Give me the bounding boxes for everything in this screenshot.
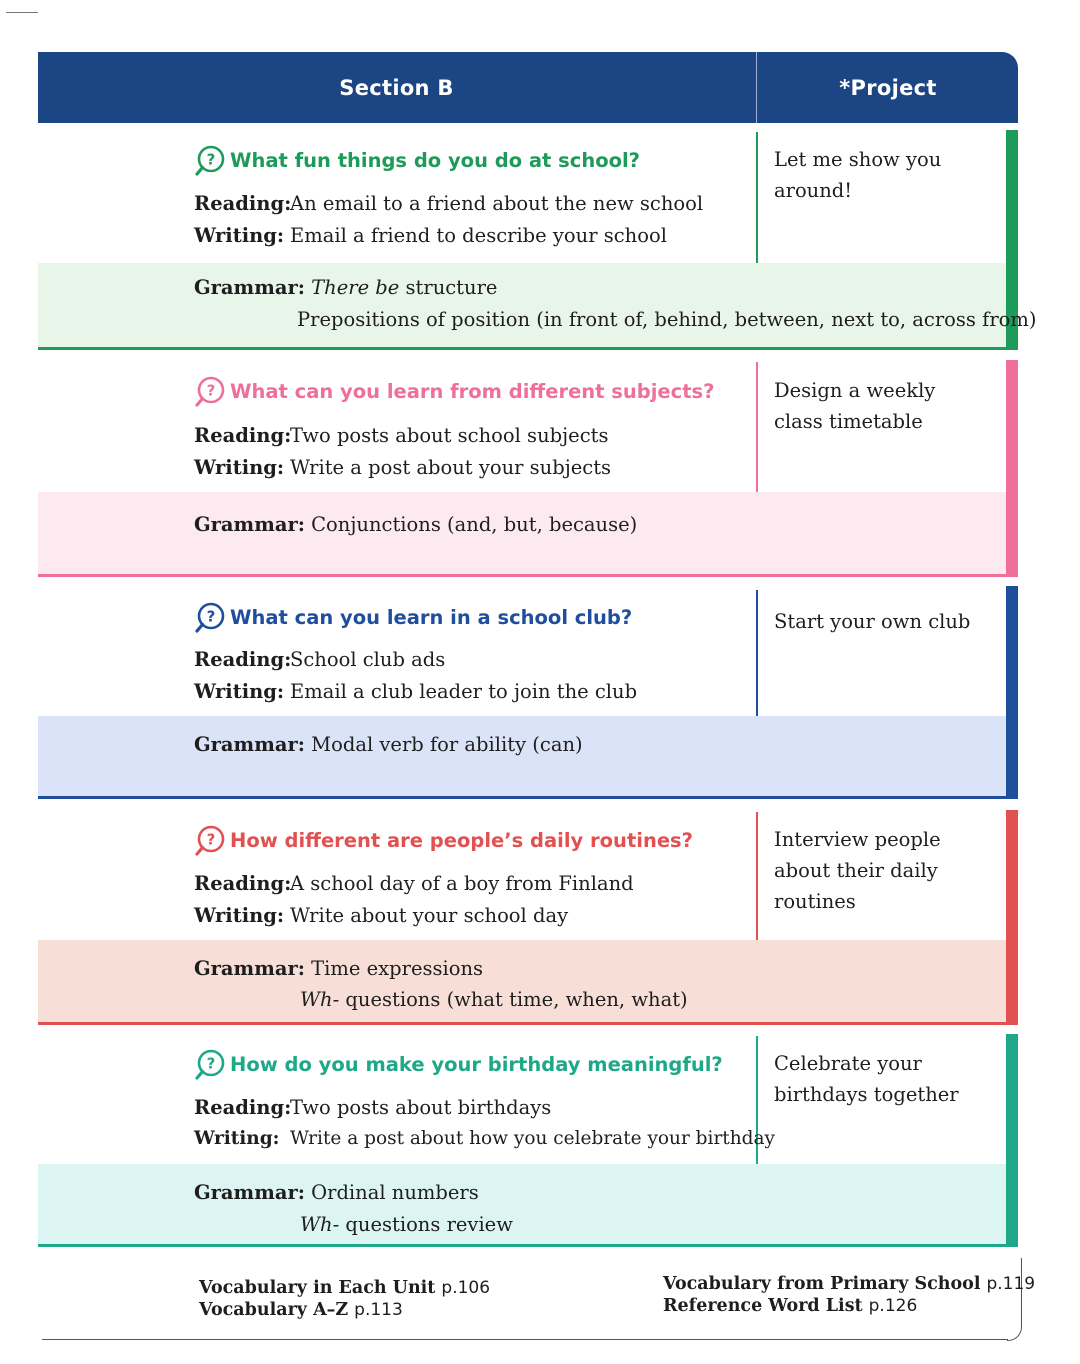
- ref-page: p.126: [868, 1296, 918, 1316]
- grammar-italic-2: Wh-: [300, 988, 340, 1011]
- color-sidebar: [1006, 586, 1018, 798]
- section-bottom-rule: [38, 796, 1018, 799]
- color-sidebar: [1006, 1034, 1018, 1244]
- reading-line: [194, 424, 608, 447]
- header-section-b: [38, 52, 755, 123]
- footer-ref-vocab-primary: [663, 1274, 1035, 1294]
- ref-page: p.106: [441, 1278, 491, 1298]
- grammar-text: Ordinal numbers: [311, 1181, 479, 1204]
- question-magnifier-icon: [194, 375, 227, 408]
- grammar-line: [194, 733, 583, 756]
- color-sidebar: [1006, 810, 1018, 1022]
- writing-text: Write a post about how you celebrate your birthday: [290, 1128, 775, 1149]
- grammar-label: Grammar:: [194, 1181, 305, 1204]
- column-divider: [756, 362, 758, 492]
- writing-text: Write about your school day: [290, 904, 569, 927]
- grammar-line-2: [300, 1213, 513, 1236]
- color-sidebar: [1006, 360, 1018, 576]
- writing-label: Writing:: [194, 456, 285, 479]
- grammar-label: Grammar:: [194, 957, 305, 980]
- table-header: [38, 52, 1018, 123]
- grammar-label: Grammar:: [194, 276, 305, 299]
- footer-ref-vocab-unit: [199, 1278, 490, 1298]
- question-row: [194, 375, 714, 408]
- project-text: Let me show you around!: [774, 148, 942, 202]
- grammar-text: structure: [399, 276, 498, 299]
- grammar-line: [194, 957, 483, 980]
- grammar-line-2: [300, 988, 688, 1011]
- writing-label: Writing:: [194, 1128, 280, 1149]
- ref-page: p.113: [354, 1300, 403, 1320]
- question-magnifier-icon: [194, 601, 227, 634]
- ref-label: Reference Word List: [663, 1296, 863, 1316]
- grammar-label: Grammar:: [194, 733, 305, 756]
- grammar-text: Modal verb for ability (can): [311, 733, 583, 756]
- question-row: [194, 144, 640, 177]
- svg-text:?: ?: [206, 381, 216, 400]
- grammar-text-2: Prepositions of position (in front of, behind, between, next to, across from): [297, 308, 1037, 331]
- svg-text:?: ?: [206, 1054, 216, 1073]
- unit-section-2: [38, 358, 1018, 578]
- svg-text:?: ?: [206, 150, 216, 169]
- reading-text: A school day of a boy from Finland: [290, 872, 634, 895]
- writing-label: Writing:: [194, 904, 285, 927]
- grammar-text: Conjunctions (and, but, because): [311, 513, 638, 536]
- reading-label: Reading:: [194, 648, 292, 671]
- question-title: What can you learn from different subjects?: [230, 380, 715, 403]
- question-row: [194, 601, 632, 634]
- grammar-line: [194, 276, 497, 299]
- project-text: Design a weekly class timetable: [774, 379, 936, 433]
- question-row: [194, 824, 693, 857]
- ref-page: p.119: [986, 1274, 1036, 1294]
- reading-line: [194, 1096, 551, 1119]
- reading-text: Two posts about birthdays: [290, 1096, 552, 1119]
- question-row: [194, 1048, 723, 1081]
- svg-text:?: ?: [206, 607, 216, 626]
- column-divider: [756, 132, 758, 263]
- reading-label: Reading:: [194, 872, 292, 895]
- grammar-label: Grammar:: [194, 513, 305, 536]
- grammar-text-2: questions (what time, when, what): [339, 988, 688, 1011]
- header-project: [756, 52, 1019, 123]
- header-project-label: *Project: [839, 75, 937, 100]
- grammar-italic-2: Wh-: [300, 1213, 340, 1236]
- grammar-band: [38, 1164, 1006, 1244]
- unit-section-3: [38, 586, 1018, 802]
- unit-section-4: [38, 810, 1018, 1026]
- writing-line: [194, 1128, 775, 1149]
- footer-references: [42, 1258, 1036, 1340]
- writing-text: Email a club leader to join the club: [290, 680, 638, 703]
- question-magnifier-icon: [194, 824, 227, 857]
- question-magnifier-icon: [194, 1048, 227, 1081]
- reading-label: Reading:: [194, 192, 292, 215]
- project-text: Celebrate your birthdays together: [774, 1052, 959, 1106]
- section-bottom-rule: [38, 347, 1018, 350]
- svg-text:?: ?: [206, 830, 216, 849]
- scan-mark: [6, 12, 38, 13]
- project-text: Interview people about their daily routines: [774, 828, 941, 913]
- reading-text: Two posts about school subjects: [290, 424, 609, 447]
- reading-label: Reading:: [194, 424, 292, 447]
- writing-label: Writing:: [194, 680, 285, 703]
- reading-line: [194, 648, 445, 671]
- question-title: What fun things do you do at school?: [230, 149, 640, 172]
- reading-line: [194, 192, 703, 215]
- section-bottom-rule: [38, 1022, 1018, 1025]
- footer-ref-word-list: [663, 1296, 917, 1316]
- writing-line: [194, 904, 568, 927]
- grammar-italic: There be: [311, 276, 400, 299]
- footer-ref-vocab-az: [199, 1300, 403, 1320]
- ref-label: Vocabulary in Each Unit: [199, 1278, 436, 1298]
- writing-line: [194, 456, 611, 479]
- grammar-line: [194, 1181, 479, 1204]
- grammar-line: [194, 513, 637, 536]
- grammar-text: Time expressions: [311, 957, 484, 980]
- question-title: What can you learn in a school club?: [230, 606, 633, 629]
- section-bottom-rule: [38, 574, 1018, 577]
- header-section-b-label: Section B: [339, 75, 454, 100]
- grammar-band: [38, 263, 1006, 347]
- writing-text: Email a friend to describe your school: [290, 224, 667, 247]
- question-title: How do you make your birthday meaningful?: [230, 1053, 723, 1076]
- section-bottom-rule: [38, 1244, 1018, 1247]
- column-divider: [756, 812, 758, 940]
- writing-line: [194, 224, 667, 247]
- writing-text: Write a post about your subjects: [290, 456, 612, 479]
- project-text: Start your own club: [774, 610, 971, 633]
- unit-section-5: [38, 1034, 1018, 1250]
- grammar-text-2: questions review: [339, 1213, 513, 1236]
- reading-line: [194, 872, 634, 895]
- ref-label: Vocabulary from Primary School: [663, 1274, 981, 1294]
- grammar-band: [38, 716, 1006, 796]
- unit-section-1: [38, 124, 1037, 350]
- ref-label: Vocabulary A–Z: [199, 1300, 349, 1320]
- writing-label: Writing:: [194, 224, 285, 247]
- footer-frame: [1007, 1258, 1022, 1341]
- reading-text: School club ads: [290, 648, 446, 671]
- column-divider: [756, 590, 758, 716]
- reading-label: Reading:: [194, 1096, 292, 1119]
- grammar-line-2: [297, 308, 1037, 331]
- question-title: How different are people’s daily routines?: [230, 829, 693, 852]
- writing-line: [194, 680, 637, 703]
- question-magnifier-icon: [194, 144, 227, 177]
- reading-text: An email to a friend about the new school: [290, 192, 704, 215]
- footer-rule: [42, 1339, 1008, 1340]
